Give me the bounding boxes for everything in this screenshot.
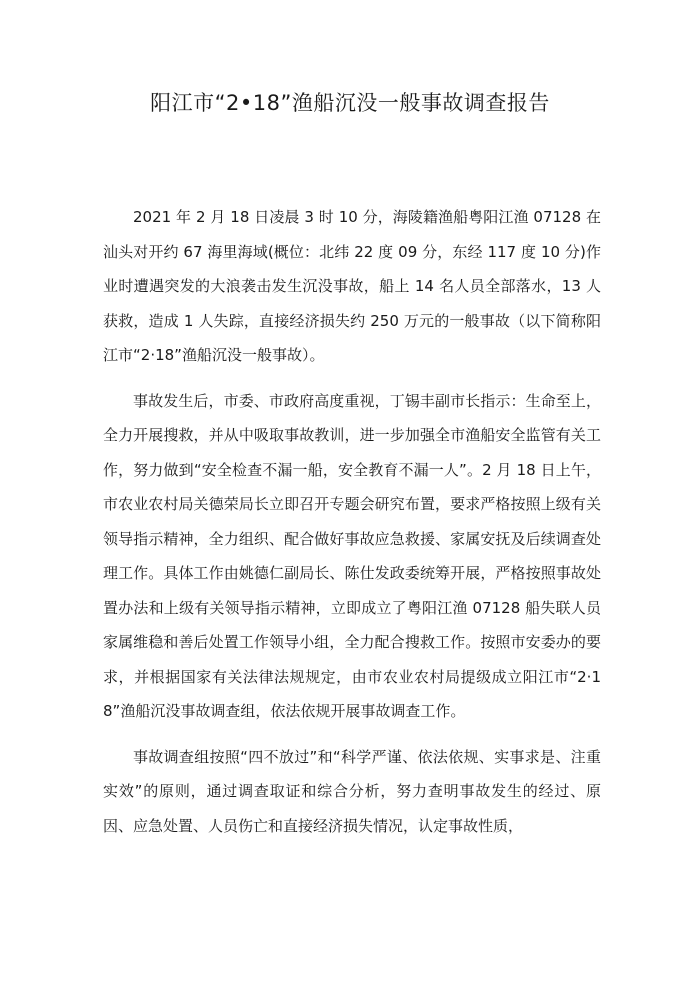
- document-title: 阳江市“2•18”渔船沉没一般事故调查报告: [150, 91, 550, 115]
- paragraph-incident-summary: 2021 年 2 月 18 日凌晨 3 时 10 分，海陵籍渔船粤阳江渔 07128 在汕头对开约 67 海里海域(概位：北纬 22 度 09 分，东经 117 度 10 分)作业时遭遇突发的大浪袭击发生沉没事故，船上 14 名人员全部落水，13 人获救，造成 1 人失踪，直接经济损失约 250 万元的一般事故（以下简称阳江市“2·18”渔船沉没一般事故）。: [103, 208, 601, 364]
- paragraph-response-actions: 事故发生后，市委、市政府高度重视，丁锡丰副市长指示：生命至上，全力开展搜救，并从中吸取事故教训，进一步加强全市渔船安全监管有关工作，努力做到“安全检查不漏一船，安全教育不漏一人”。2 月 18 日上午，市农业农村局关德荣局长立即召开专题会研究布置，要求严格按照上级有关领导指示精神，全力组织、配合做好事故应急救援、家属安抚及后续调查处理工作。具体工作由姚德仁副局长、陈仕发政委统筹开展，严格按照事故处置办法和上级有关领导指示精神，立即成立了粤阳江渔 07128 船失联人员家属维稳和善后处置工作领导小组，全力配合搜救工作。按照市安委办的要求，并根据国家有关法律法规规定，由市农业农村局提级成立阳江市“2·18”渔船沉没事故调查组，依法依规开展事故调查工作。: [103, 391, 601, 720]
- paragraph-investigation-principles: 事故调查组按照“四不放过”和“科学严谨、依法依规、实事求是、注重实效”的原则，通过调查取证和综合分析，努力查明事故发生的经过、原因、应急处置、人员伤亡和直接经济损失情况，认定事故性质，: [103, 747, 601, 835]
- document-body: [103, 200, 601, 854]
